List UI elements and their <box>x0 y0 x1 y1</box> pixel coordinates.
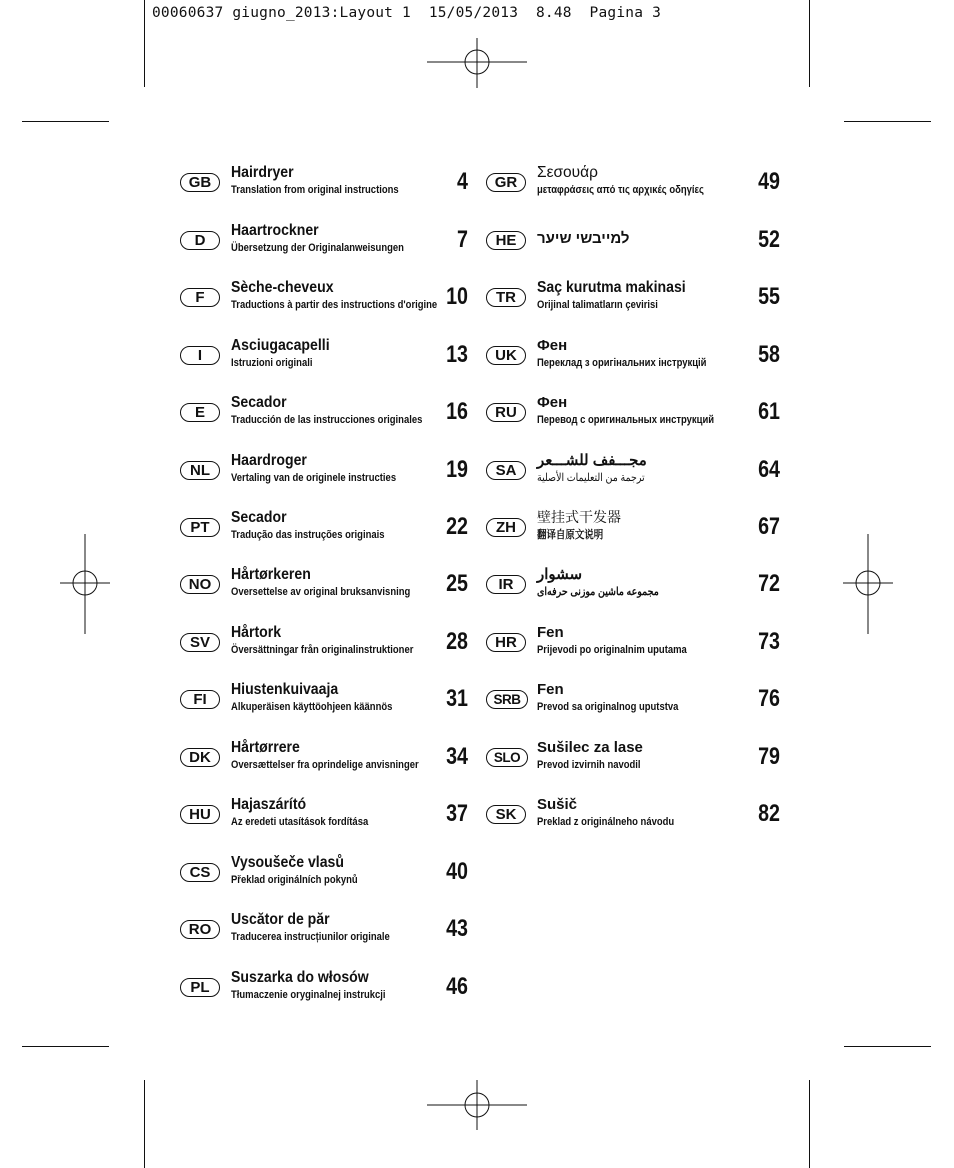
language-code-badge: HU <box>180 805 220 824</box>
language-code-badge: PL <box>180 978 220 997</box>
entry-subtitle: Traducción de las instrucciones originales <box>231 414 423 426</box>
crop-mark-bottom-right-horizontal <box>844 1046 931 1047</box>
registration-mark-left <box>60 534 110 634</box>
page-number: 49 <box>758 168 780 195</box>
crop-mark-top-left-vertical <box>144 0 145 87</box>
entry-title: Hårtørrere <box>231 739 300 756</box>
page-number: 67 <box>758 513 780 540</box>
crop-mark-top-left-horizontal <box>22 121 109 122</box>
entry-title: Фен <box>537 337 568 354</box>
page-number: 40 <box>446 858 468 885</box>
language-code-badge: F <box>180 288 220 307</box>
language-code-badge: FI <box>180 690 220 709</box>
registration-mark-bottom <box>427 1080 527 1130</box>
page-number: 72 <box>758 570 780 597</box>
entry-subtitle: Vertaling van de originele instructies <box>231 472 397 484</box>
page-number: 43 <box>446 915 468 942</box>
language-code-badge: TR <box>486 288 526 307</box>
entry-title: למייבשי שיער <box>537 230 630 247</box>
entry-title: مجـــفف للشـــعر <box>537 452 647 469</box>
page-number: 16 <box>446 398 468 425</box>
language-code-badge: NL <box>180 461 220 480</box>
language-code-badge: SV <box>180 633 220 652</box>
language-code-badge: PT <box>180 518 220 537</box>
language-code-badge: I <box>180 346 220 365</box>
page-number: 34 <box>446 743 468 770</box>
crop-mark-bottom-right-vertical <box>809 1080 810 1168</box>
entry-subtitle: Tłumaczenie oryginalnej instrukcji <box>231 989 386 1001</box>
entry-subtitle: Translation from original instructions <box>231 184 399 196</box>
page-number: 4 <box>457 168 468 195</box>
entry-subtitle: Preklad z originálneho návodu <box>537 816 675 828</box>
page-number: 13 <box>446 341 468 368</box>
entry-title: Uscător de păr <box>231 911 330 928</box>
page-number: 64 <box>758 456 780 483</box>
language-code-badge: SA <box>486 461 526 480</box>
entry-subtitle: ترجمة من التعليمات الأصلية <box>537 472 645 484</box>
entry-subtitle: Переклад з оригінальних інструкцій <box>537 357 707 369</box>
entry-subtitle: Tradução das instruções originais <box>231 529 385 541</box>
page-number: 76 <box>758 685 780 712</box>
entry-title: Haartrockner <box>231 222 319 239</box>
language-code-badge: DK <box>180 748 220 767</box>
page-number: 28 <box>446 628 468 655</box>
page-number: 79 <box>758 743 780 770</box>
language-code-badge: E <box>180 403 220 422</box>
entry-subtitle: Orijinal talimatların çevirisi <box>537 299 658 311</box>
entry-title: Hårtørkeren <box>231 566 311 583</box>
entry-subtitle: Übersetzung der Originalanweisungen <box>231 242 404 254</box>
page-number: 7 <box>457 226 468 253</box>
entry-subtitle: Prevod sa originalnog uputstva <box>537 701 679 713</box>
entry-title: Secador <box>231 394 287 411</box>
entry-title: Fen <box>537 681 564 698</box>
language-code-badge: NO <box>180 575 220 594</box>
entry-subtitle: Перевод с оригинальных инструкций <box>537 414 715 426</box>
language-code-badge: RO <box>180 920 220 939</box>
entry-subtitle: Istruzioni originali <box>231 357 313 369</box>
entry-subtitle: Översättningar från originalinstruktioner <box>231 644 414 656</box>
registration-mark-top <box>427 38 527 88</box>
language-code-badge: HE <box>486 231 526 250</box>
language-code-badge: RU <box>486 403 526 422</box>
entry-title: Σεσουάρ <box>537 164 598 181</box>
entry-title: Hårtork <box>231 624 282 641</box>
page-number: 52 <box>758 226 780 253</box>
page-number: 10 <box>446 283 468 310</box>
language-code-badge: SLO <box>486 748 528 767</box>
language-code-badge: SK <box>486 805 526 824</box>
page-number: 37 <box>446 800 468 827</box>
language-code-badge: CS <box>180 863 220 882</box>
page-number: 22 <box>446 513 468 540</box>
page-number: 58 <box>758 341 780 368</box>
entry-title: Vysoušeče vlasů <box>231 854 344 871</box>
page-number: 82 <box>758 800 780 827</box>
entry-subtitle: Oversættelser fra oprindelige anvisninger <box>231 759 419 771</box>
crop-mark-bottom-left-horizontal <box>22 1046 109 1047</box>
page-number: 25 <box>446 570 468 597</box>
entry-subtitle: Oversettelse av original bruksanvisning <box>231 586 411 598</box>
entry-subtitle: 翻译自原文说明 <box>537 529 604 541</box>
language-code-badge: SRB <box>486 690 528 709</box>
language-code-badge: ZH <box>486 518 526 537</box>
page-number: 61 <box>758 398 780 425</box>
language-code-badge: HR <box>486 633 526 652</box>
entry-title: Fen <box>537 624 564 641</box>
language-code-badge: D <box>180 231 220 250</box>
entry-title: Sèche-cheveux <box>231 279 334 296</box>
entry-title: Asciugacapelli <box>231 337 330 354</box>
entry-subtitle: Az eredeti utasítások fordítása <box>231 816 369 828</box>
entry-subtitle: Alkuperäisen käyttöohjeen käännös <box>231 701 393 713</box>
entry-subtitle: Překlad originálních pokynů <box>231 874 358 886</box>
page-number: 73 <box>758 628 780 655</box>
language-code-badge: GR <box>486 173 526 192</box>
entry-title: Suszarka do włosów <box>231 969 369 986</box>
entry-title: Sušilec za lase <box>537 739 643 756</box>
entry-subtitle: μεταφράσεις από τις αρχικές οδηγίες <box>537 184 704 196</box>
entry-title: سشوار <box>537 566 583 583</box>
registration-mark-right <box>843 534 893 634</box>
crop-mark-bottom-left-vertical <box>144 1080 145 1168</box>
entry-title: Secador <box>231 509 287 526</box>
entry-title: Haardroger <box>231 452 307 469</box>
page-number: 19 <box>446 456 468 483</box>
language-code-badge: IR <box>486 575 526 594</box>
page-number: 31 <box>446 685 468 712</box>
crop-mark-top-right-horizontal <box>844 121 931 122</box>
entry-subtitle: Traducerea instrucțiunilor originale <box>231 931 390 943</box>
entry-title: Фен <box>537 394 568 411</box>
entry-title: Hairdryer <box>231 164 294 181</box>
page-number: 46 <box>446 973 468 1000</box>
entry-title: Hajaszárító <box>231 796 307 813</box>
entry-subtitle: Prevod izvirnih navodil <box>537 759 641 771</box>
language-code-badge: GB <box>180 173 220 192</box>
language-code-badge: UK <box>486 346 526 365</box>
entry-subtitle: مجموعه ماشین موزنی حرفه‌ای <box>537 586 659 598</box>
entry-title: 壁挂式干发器 <box>537 509 621 525</box>
entry-subtitle: Traductions à partir des instructions d'origine <box>231 299 438 311</box>
print-slug-header: 00060637 giugno_2013:Layout 1 15/05/2013 8.48 Pagina 3 <box>152 5 661 21</box>
entry-title: Hiustenkuivaaja <box>231 681 339 698</box>
crop-mark-top-right-vertical <box>809 0 810 87</box>
entry-subtitle: Prijevodi po originalnim uputama <box>537 644 687 656</box>
entry-title: Sušič <box>537 796 578 813</box>
entry-title: Saç kurutma makinasi <box>537 279 686 296</box>
page-number: 55 <box>758 283 780 310</box>
